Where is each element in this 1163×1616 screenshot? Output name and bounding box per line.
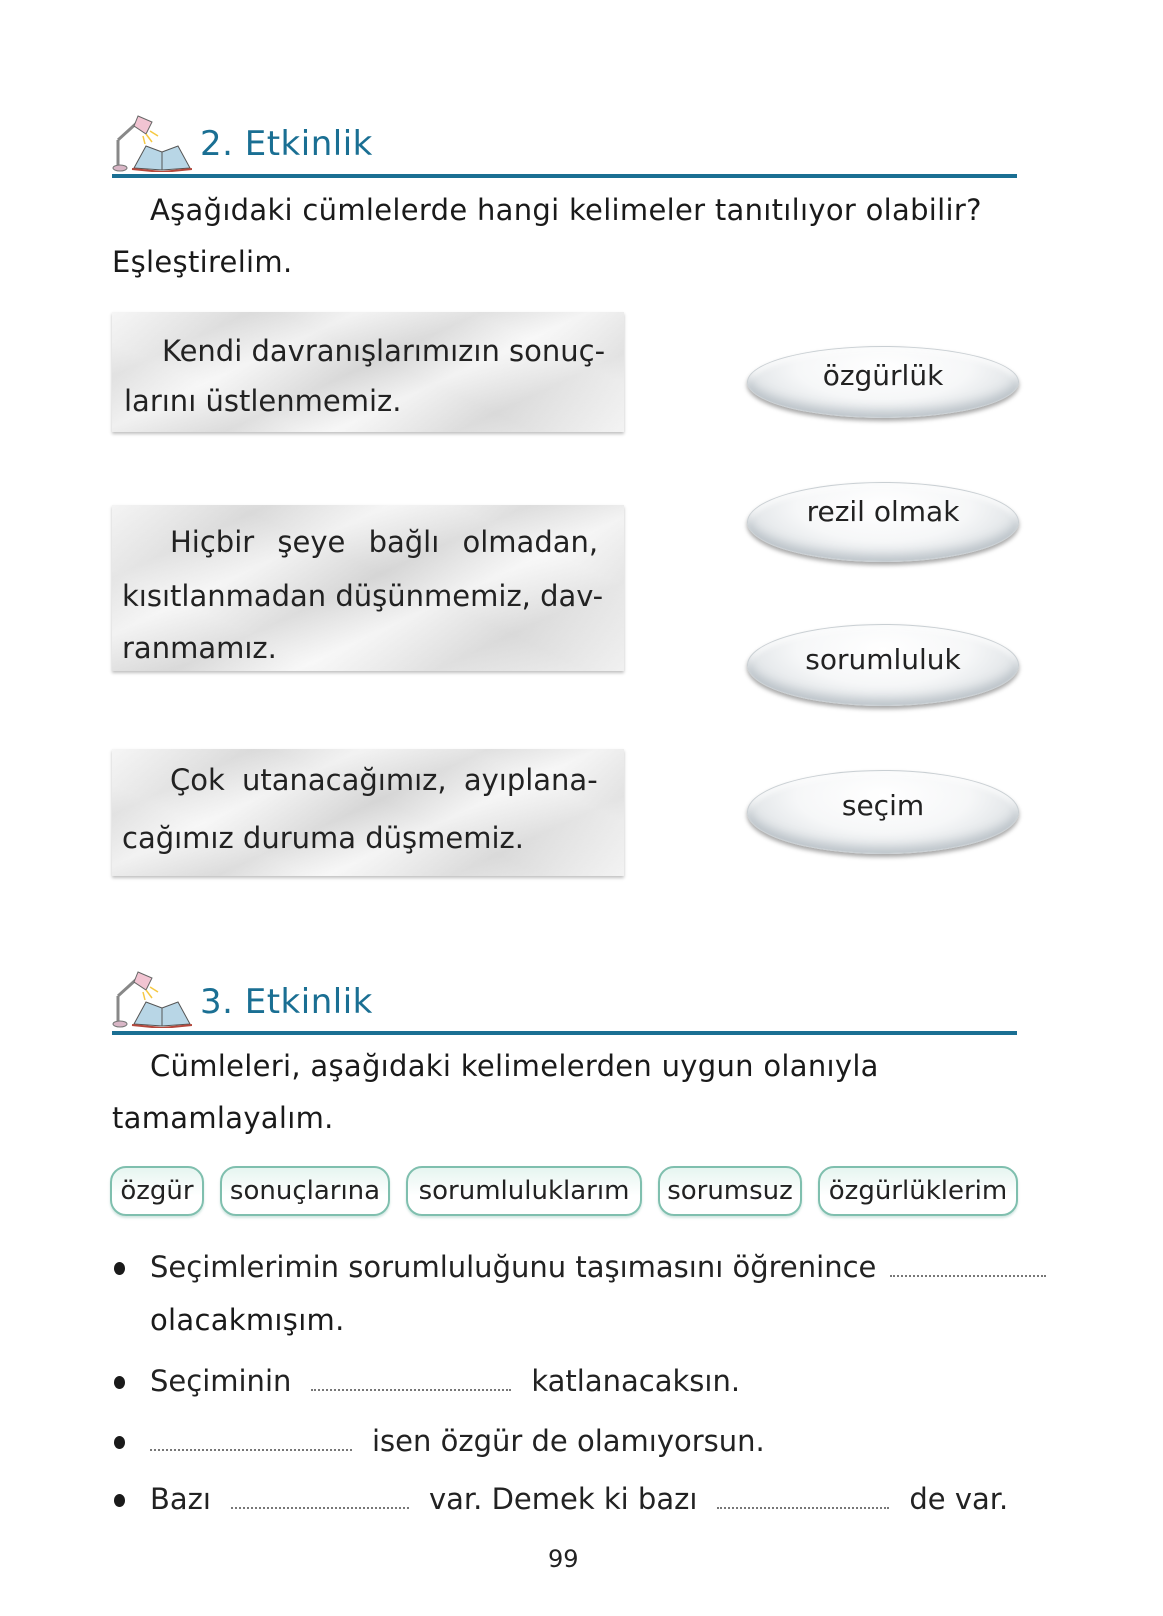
card2-line2: kısıtlanmadan düşünmemiz, dav- [122,579,604,613]
activity3-divider [112,1031,1017,1035]
blank-3[interactable] [150,1449,352,1451]
activity3-title: 3. Etkinlik [200,982,373,1022]
activity2-instruction-line1: Aşağıdaki cümlelerde hangi kelimeler tanıtılıyor olabilir? [150,193,982,227]
sentence-3-after: isen özgür de olamıyorsun. [372,1424,765,1458]
bubble-label: rezil olmak [806,495,960,528]
sentence-2 [150,1364,740,1398]
sentence-1 [150,1250,1046,1284]
word-chip-ozgur[interactable]: özgür [110,1166,204,1216]
activity2-header [112,112,1017,180]
sentence-1-text: Seçimlerimin sorumluluğunu taşımasını öğrenince [150,1250,877,1284]
activity2-divider [112,174,1017,178]
definition-card-2 [112,505,624,671]
word-chip-sonuclarina[interactable]: sonuçlarına [220,1166,390,1216]
card1-line1: Kendi davranışlarımızın sonuç- [162,334,606,368]
word-bubble-rezil-olmak[interactable] [747,482,1019,562]
bubble-label: sorumluluk [805,643,961,676]
blank-4a[interactable] [231,1507,409,1509]
sentence-4 [150,1482,1008,1516]
word-chip-sorumsuz[interactable]: sorumsuz [658,1166,802,1216]
card3-line1: Çok utanacağımız, ayıplana- [170,763,598,797]
page-number: 99 [548,1545,579,1573]
bullet [114,1494,125,1507]
definition-card-3 [112,749,624,876]
card1-line2: larını üstlenmemiz. [124,384,402,418]
activity3-header [112,968,1017,1036]
card3-line2: cağımız duruma düşmemiz. [122,821,524,855]
word-chip-ozgurluklerim[interactable]: özgürlüklerim [818,1166,1018,1216]
word-bubble-sorumluluk[interactable] [747,624,1019,706]
sentence-1-continuation: olacakmışım. [150,1303,345,1337]
word-bubble-secim[interactable] [747,770,1019,854]
sentence-4-before: Bazı [150,1482,211,1516]
blank-2[interactable] [311,1389,511,1391]
bullet [114,1436,125,1449]
word-chip-sorumluluklarim[interactable]: sorumluluklarım [406,1166,642,1216]
sentence-2-after: katlanacaksın. [531,1364,741,1398]
lamp-book-icon [112,112,192,172]
activity3-instruction-line2: tamamlayalım. [112,1101,334,1135]
activity2-title: 2. Etkinlik [200,124,373,164]
bubble-label: özgürlük [822,359,944,392]
blank-4b[interactable] [717,1507,889,1509]
bullet [114,1262,125,1275]
definition-card-1 [112,312,624,432]
activity3-instruction-line1: Cümleleri, aşağıdaki kelimelerden uygun olanıyla [150,1049,879,1083]
card2-line3: ranmamız. [122,631,277,665]
activity2-instruction-line2: Eşleştirelim. [112,245,293,279]
bubble-label: seçim [841,789,925,822]
card2-line1: Hiçbir şeye bağlı olmadan, [170,525,599,559]
sentence-4-middle: var. Demek ki bazı [428,1482,698,1516]
blank-1[interactable] [890,1275,1046,1277]
sentence-4-after: de var. [909,1482,1009,1516]
sentence-2-before: Seçiminin [150,1364,292,1398]
sentence-3 [150,1424,765,1458]
lamp-book-icon [112,968,192,1028]
word-bubble-ozgurluk[interactable] [747,346,1019,418]
bullet [114,1376,125,1389]
